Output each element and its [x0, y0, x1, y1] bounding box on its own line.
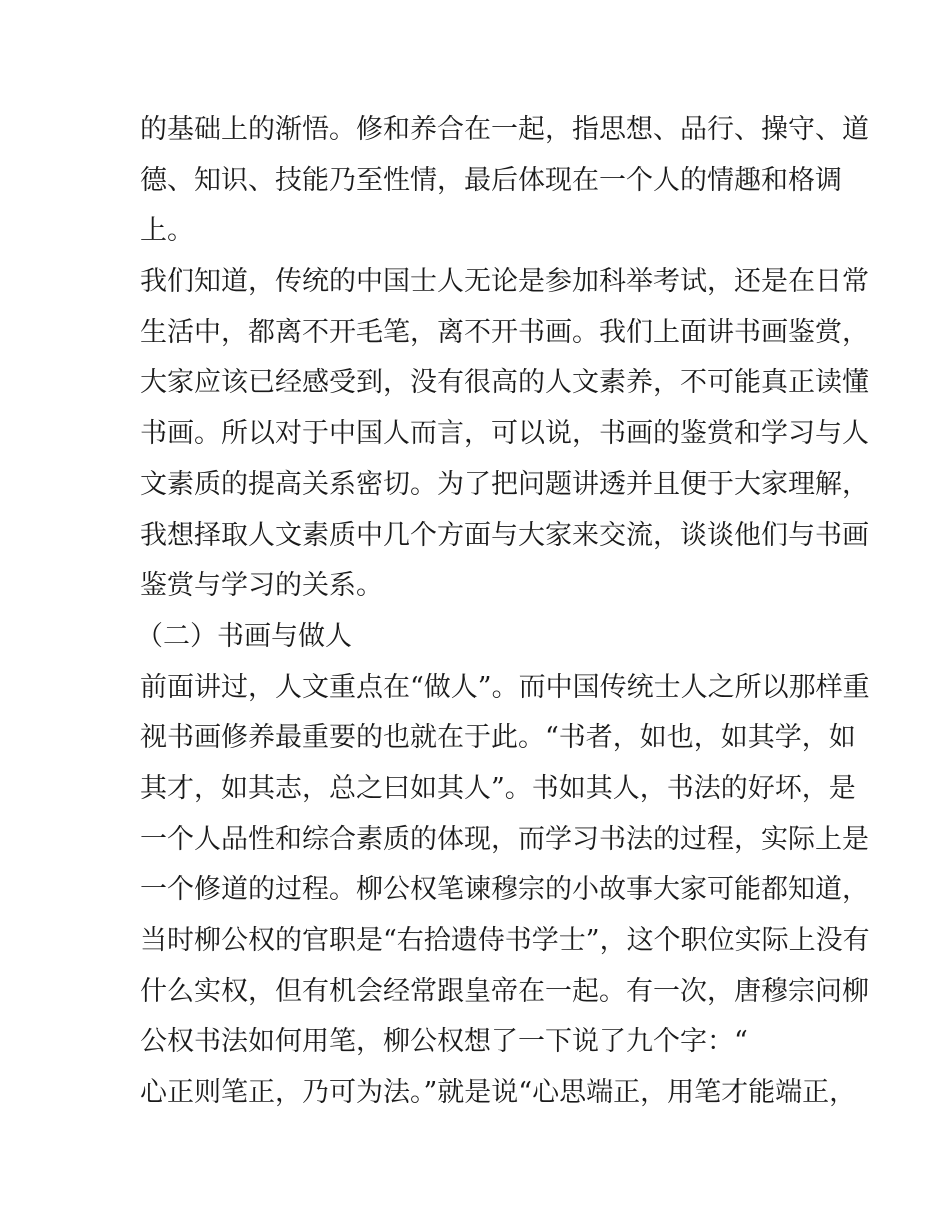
paragraph-line: 鉴赏与学习的关系。 [140, 570, 383, 602]
paragraph-line: 一个修道的过程。柳公权笔谏穆宗的小故事大家可能都知道， [140, 874, 869, 906]
paragraph-line: 视书画修养最重要的也就在于此。“书者，如也，如其学，如 [140, 722, 856, 754]
paragraph-line: 大家应该已经感受到，没有很高的人文素养，不可能真正读懂 [140, 367, 869, 399]
paragraph-line: 上。 [140, 215, 194, 247]
paragraph-line: 什么实权，但有机会经常跟皇帝在一起。有一次，唐穆宗问柳 [140, 975, 869, 1007]
paragraph-line: 当时柳公权的官职是“右拾遗侍书学士”，这个职位实际上没有 [140, 925, 870, 956]
paragraph-line: 我们知道，传统的中国士人无论是参加科举考试，还是在日常 [140, 266, 869, 298]
paragraph-line: 的基础上的渐悟。修和养合在一起，指思想、品行、操守、道 [140, 114, 869, 145]
paragraph-line: 一个人品性和综合素质的体现，而学习书法的过程，实际上是 [140, 823, 869, 855]
section-heading: （二）书画与做人 [136, 620, 352, 652]
paragraph-line: 公权书法如何用笔，柳公权想了一下说了九个字：“ [140, 1026, 748, 1058]
document-page [136, 114, 870, 1128]
paragraph-line: 德、知识、技能乃至性情，最后体现在一个人的情趣和格调 [140, 164, 842, 196]
paragraph-line: 书画。所以对于中国人而言，可以说，书画的鉴赏和学习与人 [140, 418, 869, 450]
paragraph-line: 前面讲过，人文重点在“做人”。而中国传统士人之所以那样重 [140, 671, 870, 703]
paragraph-line: 心正则笔正，乃可为法。”就是说“心思端正，用笔才能端正， [140, 1077, 857, 1109]
paragraph-line: 我想择取人文素质中几个方面与大家来交流，谈谈他们与书画 [140, 519, 869, 551]
paragraph-line: 生活中，都离不开毛笔，离不开书画。我们上面讲书画鉴赏， [140, 316, 869, 348]
paragraph-line: 其才，如其志，总之曰如其人”。书如其人，书法的好坏，是 [140, 772, 856, 804]
paragraph-line: 文素质的提高关系密切。为了把问题讲透并且便于大家理解， [140, 468, 869, 500]
